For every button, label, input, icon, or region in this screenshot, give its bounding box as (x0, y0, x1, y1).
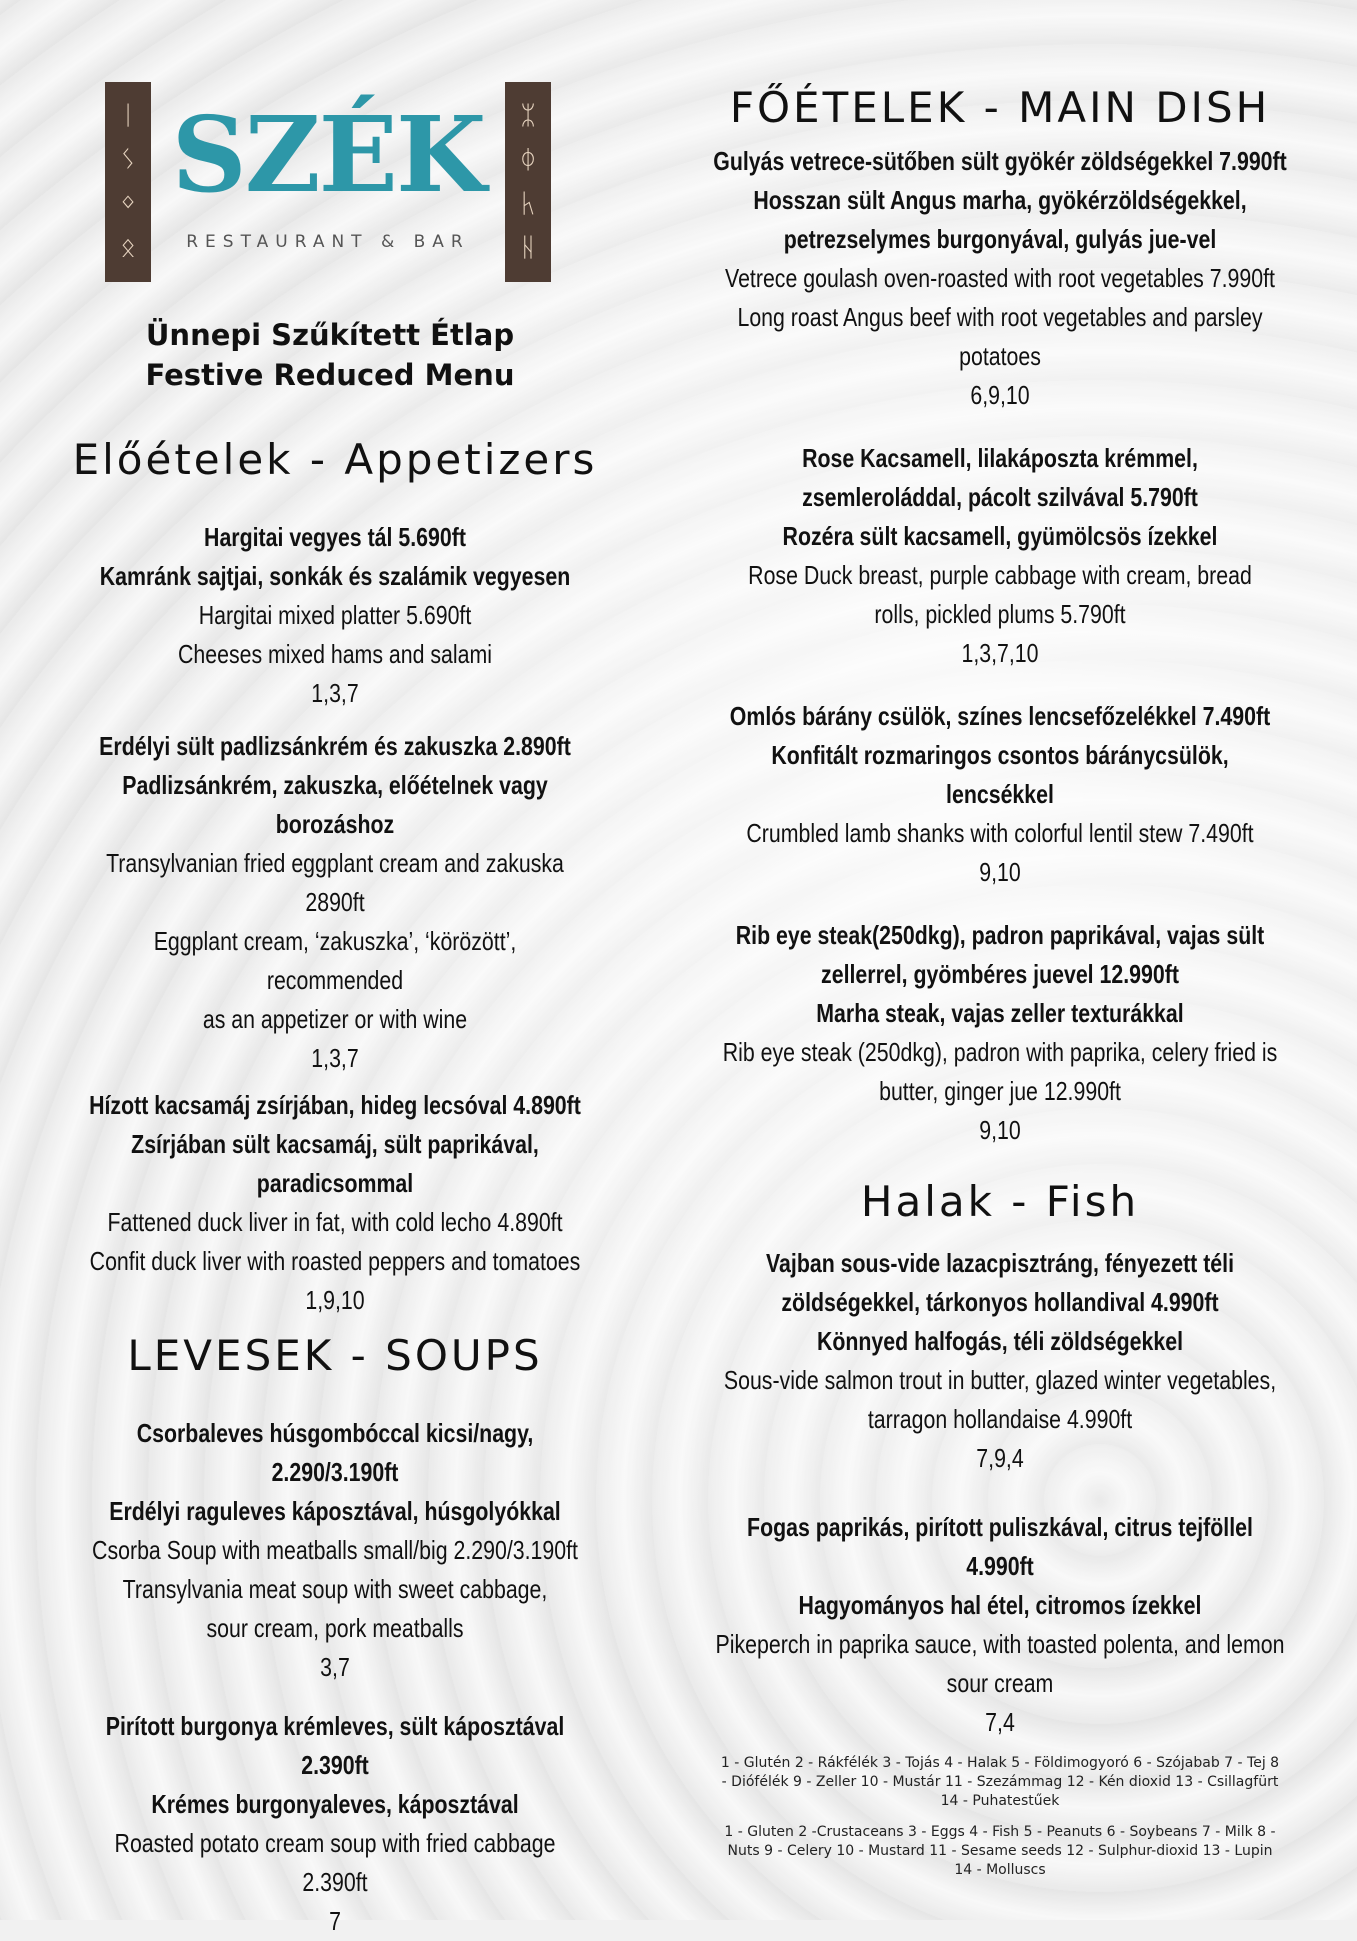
dish-description: Krémes burgonyaleves, káposztával (151, 1789, 519, 1819)
rune-glyph: ᛱ (520, 189, 536, 219)
dish-price: 2.290/3.190ft (271, 1457, 399, 1487)
allergen-codes: 1,3,7,10 (961, 638, 1039, 668)
rune-glyph: ᛜ (120, 189, 136, 219)
dish-name-en: butter, ginger jue 12.990ft (879, 1076, 1121, 1106)
restaurant-logo (105, 82, 551, 282)
dish-name-en: Pikeperch in paprika sauce, with toasted polenta, and lemon (715, 1629, 1285, 1659)
dish-name: Pirított burgonya krémleves, sült káposztával (105, 1711, 565, 1741)
dish-name-en: Fattened duck liver in fat, with cold lecho 4.890ft (107, 1207, 563, 1237)
dish-name: Gulyás vetrece-sütőben sült gyökér zöldségekkel 7.990ft (713, 146, 1287, 176)
dish-name: Omlós bárány csülök, színes lencsefőzelékkel 7.490ft (729, 701, 1271, 731)
menu-item (640, 1244, 1357, 1478)
dish-name: Erdélyi sült padlizsánkrém és zakuszka 2.890ft (99, 731, 571, 761)
dish-description: Hagyományos hal étel, citromos ízekkel (798, 1590, 1202, 1620)
dish-name: Fogas paprikás, pirított puliszkával, citrus tejföllel (747, 1512, 1253, 1542)
logo-wordmark: SZÉK (171, 93, 485, 216)
dish-name-en: Crumbled lamb shanks with colorful lentil stew 7.490ft (746, 818, 1254, 848)
dish-description-en: Long roast Angus beef with root vegetables and parsley potatoes (737, 302, 1263, 371)
dish-name-en: Sous-vide salmon trout in butter, glazed winter vegetables, (723, 1365, 1277, 1395)
menu-title-en: Festive Reduced Menu (145, 358, 515, 392)
menu-item (30, 1086, 640, 1320)
allergen-line: 1 - Glutén 2 - Rákfélék 3 - Tojás 4 - Halak 5 - Földimogyoró 6 - Szójabab 7 - Tej 8 (720, 1755, 1280, 1771)
menu-item (640, 916, 1357, 1150)
allergen-codes: 9,10 (979, 857, 1021, 887)
rune-glyph: ᛊ (120, 145, 136, 175)
dish-description: lencsékkel (946, 779, 1054, 809)
logo-subtitle: RESTAURANT & BAR (186, 232, 470, 252)
allergen-line: 14 - Molluscs (954, 1862, 1046, 1878)
allergen-codes: 7,9,4 (976, 1443, 1024, 1473)
allergen-line: 14 - Puhatestűek (940, 1793, 1060, 1809)
dish-name: Rose Kacsamell, lilakáposzta krémmel, (802, 443, 1198, 473)
dish-description: borozáshoz (275, 809, 395, 839)
allergen-codes: 1,9,10 (305, 1285, 365, 1315)
menu-item (640, 1508, 1357, 1742)
dish-description-en: sour cream, pork meatballs (206, 1613, 464, 1643)
dish-name: Csorbaleves húsgombóccal kicsi/nagy, (136, 1418, 534, 1448)
dish-description: Hosszan sült Angus marha, gyökérzöldségekkel, (753, 185, 1247, 215)
allergen-legend-en (640, 1823, 1357, 1880)
allergen-line: Nuts 9 - Celery 10 - Mustard 11 - Sesame seeds 12 - Sulphur-dioxid 13 - Lupin (727, 1843, 1273, 1859)
menu-item (30, 1707, 640, 1941)
dish-description-en: as an appetizer or with wine (202, 1004, 468, 1034)
dish-name-en: Vetrece goulash oven-roasted with root vegetables 7.990ft (725, 263, 1275, 293)
menu-title-hu: Ünnepi Szűkített Étlap (145, 318, 515, 352)
dish-name-en: Hargitai mixed platter 5.690ft (198, 600, 472, 630)
menu-item (640, 439, 1357, 673)
dish-name-en: rolls, pickled plums 5.790ft (874, 599, 1126, 629)
dish-name: zöldségekkel, tárkonyos hollandival 4.990ft (781, 1287, 1219, 1317)
section-title-appetizers: Előételek - Appetizers (72, 435, 598, 484)
dish-name-en: sour cream (946, 1668, 1054, 1698)
allergen-codes: 6,9,10 (970, 380, 1030, 410)
dish-name-en: tarragon hollandaise 4.990ft (867, 1404, 1133, 1434)
dish-description: Könnyed halfogás, téli zöldségekkel (816, 1326, 1184, 1356)
allergen-line: 1 - Gluten 2 -Crustaceans 3 - Eggs 4 - Fish 5 - Peanuts 6 - Soybeans 7 - Milk 8 - (724, 1824, 1276, 1840)
allergen-codes: 7 (329, 1906, 341, 1936)
dish-description: Konfitált rozmaringos csontos báránycsülök, (771, 740, 1229, 770)
dish-description: Rozéra sült kacsamell, gyümölcsös ízekkel (782, 521, 1218, 551)
dish-description: Padlizsánkrém, zakuszka, előételnek vagy (122, 770, 548, 800)
dish-name: zsemleroláddal, pácolt szilvával 5.790ft (802, 482, 1198, 512)
allergen-codes: 9,10 (979, 1115, 1021, 1145)
dish-description-en: Cheeses mixed hams and salami (177, 639, 493, 669)
rune-glyph: ᛟ (120, 233, 136, 263)
menu-heading (80, 315, 580, 395)
dish-description: Kamránk sajtjai, sonkák és szalámik vegyesen (99, 561, 571, 591)
dish-description-en: Transylvania meat soup with sweet cabbage, (122, 1574, 548, 1604)
section-title-main-dish: FŐÉTELEK - MAIN DISH (729, 83, 1271, 132)
right-column (640, 82, 1357, 1880)
menu-item (30, 727, 640, 1078)
dish-price: 4.990ft (966, 1551, 1034, 1581)
dish-name: Hízott kacsamáj zsírjában, hideg lecsóval 4.890ft (89, 1090, 581, 1120)
dish-description: paradicsommal (256, 1168, 414, 1198)
logo-right-bar (505, 82, 551, 282)
allergen-codes: 1,3,7 (311, 1043, 359, 1073)
allergen-line: - Diófélék 9 - Zeller 10 - Mustár 11 - Szezámmag 12 - Kén dioxid 13 - Csillagfürt (721, 1774, 1279, 1790)
logo-left-bar (105, 82, 151, 282)
allergen-legend-hu (640, 1754, 1357, 1811)
allergen-codes: 1,3,7 (311, 678, 359, 708)
dish-name: Vajban sous-vide lazacpisztráng, fényezett téli (765, 1248, 1234, 1278)
allergen-codes: 3,7 (320, 1652, 350, 1682)
dish-description-en: Confit duck liver with roasted peppers and tomatoes (89, 1246, 581, 1276)
rune-glyph: ᛯ (520, 101, 536, 131)
section-title-soups: LEVESEK - SOUPS (127, 1331, 543, 1380)
section-title-fish: Halak - Fish (860, 1177, 1140, 1226)
dish-description: Marha steak, vajas zeller texturákkal (816, 998, 1184, 1028)
menu-item (640, 697, 1357, 892)
dish-description: petrezselymes burgonyával, gulyás jue-vel (783, 224, 1217, 254)
dish-description: Zsírjában sült kacsamáj, sült paprikával, (131, 1129, 539, 1159)
dish-name-en: Transylvanian fried eggplant cream and zakuska 2890ft (106, 848, 564, 917)
dish-name: Rib eye steak(250dkg), padron paprikával, vajas sült (735, 920, 1265, 950)
dish-description-en: Eggplant cream, ‘zakuszka’, ‘körözött’, recommended (153, 926, 517, 995)
dish-price: 2.390ft (301, 1750, 369, 1780)
dish-name: zellerrel, gyömbéres juevel 12.990ft (821, 959, 1179, 989)
dish-name-en: Csorba Soup with meatballs small/big 2.290/3.190ft (92, 1535, 578, 1565)
menu-item (30, 1414, 640, 1687)
allergen-codes: 7,4 (985, 1707, 1015, 1737)
dish-name-en: Roasted potato cream soup with fried cabbage 2.390ft (114, 1828, 556, 1897)
rune-glyph: ᚺ (520, 233, 536, 263)
rune-glyph: ᛰ (520, 145, 536, 175)
rune-glyph: ᛁ (120, 101, 136, 131)
dish-name: Hargitai vegyes tál 5.690ft (204, 522, 466, 552)
dish-description: Erdélyi raguleves káposztával, húsgolyókkal (109, 1496, 561, 1526)
menu-item (30, 518, 640, 713)
dish-name-en: Rose Duck breast, purple cabbage with cream, bread (748, 560, 1252, 590)
left-column (30, 434, 640, 1941)
dish-name-en: Rib eye steak (250dkg), padron with paprika, celery fried is (722, 1037, 1278, 1067)
menu-item (640, 142, 1357, 415)
